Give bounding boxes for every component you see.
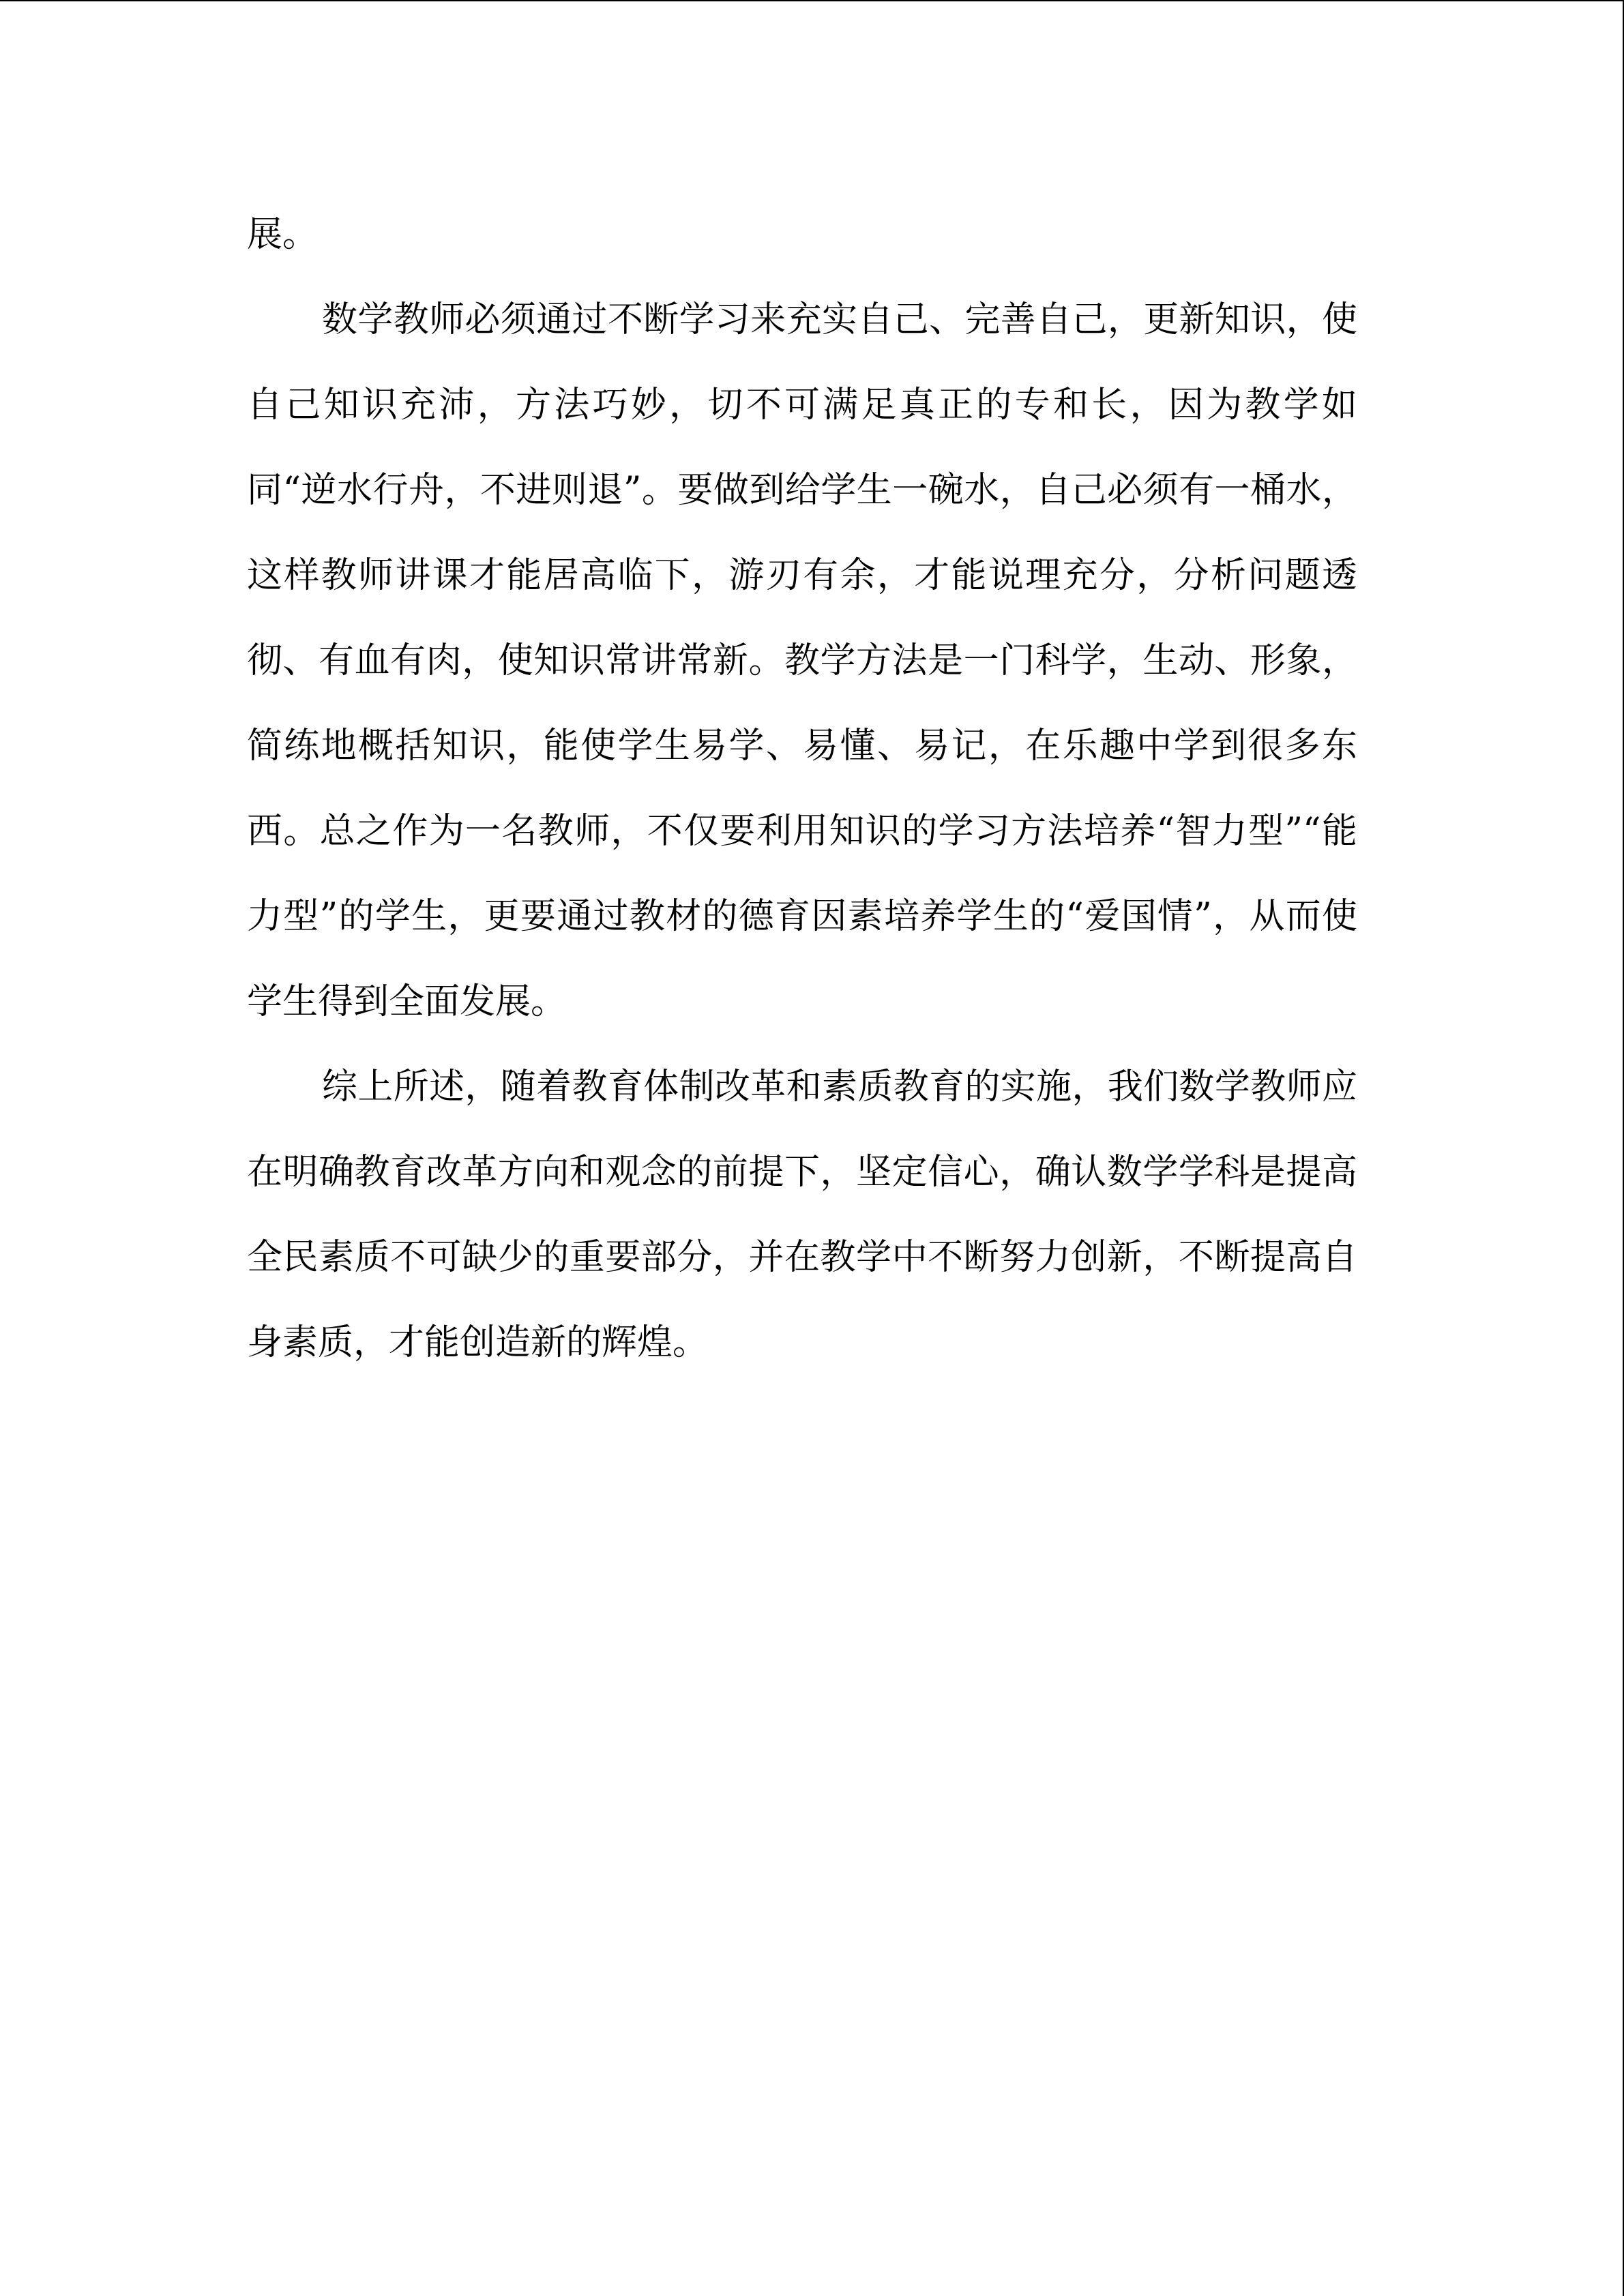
- document-body: [247, 192, 1357, 1386]
- paragraph-continuation: 展。: [247, 214, 319, 255]
- paragraph-conclusion: 综上所述，随着教育体制改革和素质教育的实施，我们数学教师应在明确教育改革方向和观念的前提下，坚定信心，确认数学学科是提高全民素质不可缺少的重要部分，并在教学中不断努力创新，不断提高自身素质，才能创造新的辉煌。: [247, 1067, 1357, 1363]
- paragraph-teacher-learning: 数学教师必须通过不断学习来充实自己、完善自己，更新知识，使自己知识充沛，方法巧妙，切不可满足真正的专和长，因为教学如同“逆水行舟，不进则退”。要做到给学生一碗水，自己必须有一桶水，这样教师讲课才能居高临下，游刃有余，才能说理充分，分析问题透彻、有血有肉，使知识常讲常新。教学方法是一门科学，生动、形象，简练地概括知识，能使学生易学、易懂、易记，在乐趣中学到很多东西。总之作为一名教师，不仅要利用知识的学习方法培养“智力型”“能力型”的学生，更要通过教材的德育因素培养学生的“爱国情”，从而使学生得到全面发展。: [247, 299, 1357, 1022]
